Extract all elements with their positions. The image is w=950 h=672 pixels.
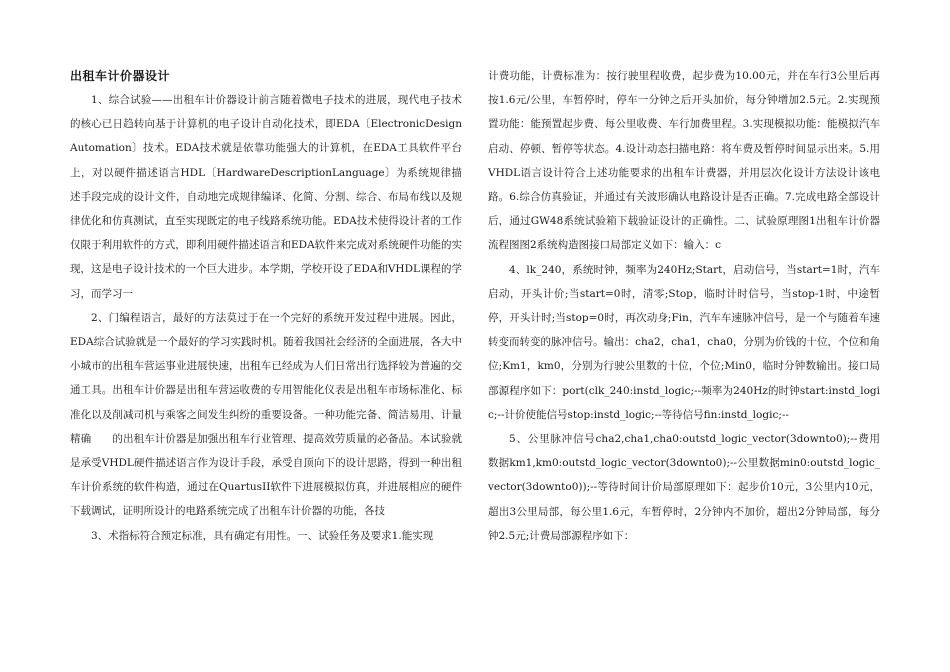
paragraph-1: 1、综合试验——出租车计价器设计前言随着微电子技术的进展，现代电子技术的核心已日趋转向基于计算机的电子设计自动化技术，即EDA〔ElectronicDesignAutomation〕技术。EDA技术就是依靠功能强大的计算机，在EDA工具软件平台上，对以硬件描述语言HDL〔HardwareDescriptionLanguage〕为系统规律描述手段完成的设计文件，自动地完成规律编译、化简、分割、综合、布局布线以及规律优化和仿真测试，直至实现既定的电子线路系统功能。EDA技术使得设计者的工作仅限于利用软件的方式，即利用硬件描述语言和EDA软件来完成对系统硬件功能的实现，这是电子设计技术的一个巨大进步。本学期，学校开设了EDA和VHDL课程的学习，而学习一 <box>70 94 462 300</box>
paragraph-4: 4、lk_240，系统时钟，频率为240Hz;Start，启动信号，当start=1时，汽车启动，开头计价;当start=0时，清零;Stop，临时计时信号，当stop-1时，中途暂停，开头计时;当stop=0时，再次动身;Fin，汽车车速脉冲信号，是一个与随着车速转变而转变的脉冲信号。输出：cha2，cha1，cha0，分别为价钱的十位，个位和角位;Km1，km0，分别为行驶公里数的十位，个位;Min0，临时分钟数输出。接口局部源程序如下：port(clk_240:instd_logic;--频率为240Hz的时钟start:instd_logic;--计价使能信号stop:instd_logic;--等待信号fin:instd_logic;-- <box>488 263 880 421</box>
paragraph-2: 2、门编程语言，最好的方法莫过于在一个完好的系统开发过程中进展。因此，EDA综合试验就是一个最好的学习实践时机。随着我国社会经济的全面进展，各大中小城市的出租车营运事业进展快速，出租车已经成为人们日常出行选择较为普遍的交通工具。出租车计价器是出租车营运收费的专用智能化仪表是出租车市场标准化、标准化以及削减司机与乘客之间发生纠纷的重要设备。一种功能完备、简洁易用、计量精确 的出租车计价器是加强出租车行业管理、提高效劳质量的必备品。本试验就是承受VHDL硬件描述语言作为设计手段，承受自顶向下的设计思路，得到一种出租车计价系统的软件构造，通过在QuartusII软件下进展模拟仿真，并进展相应的硬件下载调试，证明所设计的电路系统完成了出租车计价器的功能，各技 <box>70 311 462 518</box>
document-title: 出租车计价器设计 <box>70 69 171 83</box>
paragraph-5: 5、公里脉冲信号cha2,cha1,cha0:outstd_logic_vector(3downto0);--费用数据km1,km0:outstd_logic_vector(3downto0);--公里数据min0:outstd_logic_vector(3downto0));--等待时间计价局部原理如下：起步价10元，3公里内10元，超出3公里局部，每公里1.6元，车暂停时，2分钟内不加价，超出2分钟局部，每分钟2.5元;计费局部源程序如下： <box>488 433 880 542</box>
right-column <box>488 64 880 548</box>
left-column <box>70 64 462 548</box>
paragraph-3-continued: 计费功能，计费标准为：按行驶里程收费，起步费为10.00元，并在车行3公里后再按1.6元/公里，车暂停时，停车一分钟之后开头加价，每分钟增加2.5元。2.实现预置功能：能预置起步费、每公里收费、车行加费里程。3.实现模拟功能：能模拟汽车启动、停顿、暂停等状态。4.设计动态扫描电路：将车费及暂停时间显示出来。5.用VHDL语言设计符合上述功能要求的出租车计费器，并用层次化设计方法设计该电路。6.综合仿真验证，并通过有关波形确认电路设计是否正确。7.完成电路全部设计后，通过GW48系统试验箱下载验证设计的正确性。二、试验原理图1出租车计价器流程图图2系统构造图接口局部定义如下：输入：c <box>488 70 880 252</box>
paragraph-3: 3、术指标符合预定标准，具有确定有用性。一、试验任务及要求1.能实现 <box>91 529 434 542</box>
